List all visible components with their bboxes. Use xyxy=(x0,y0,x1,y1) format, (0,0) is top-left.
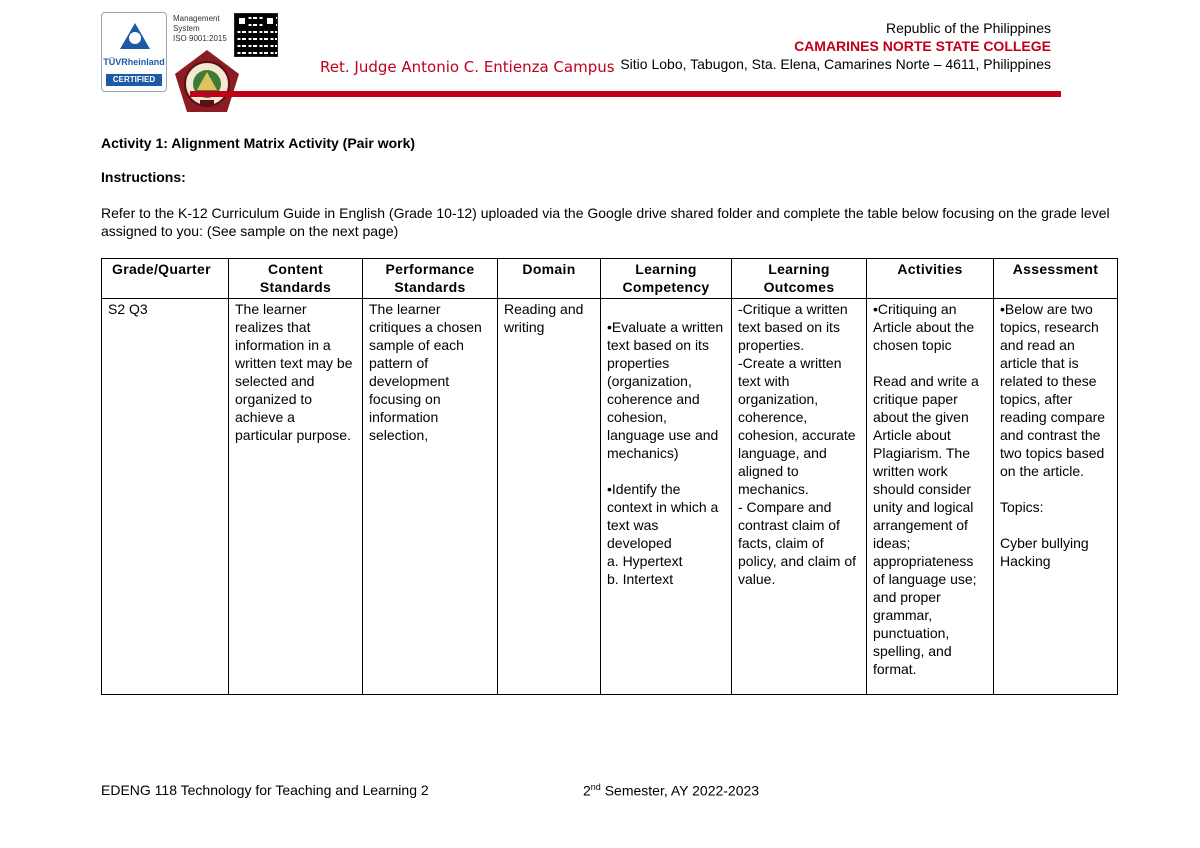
content-standards-cell: The learner realizes that information in a written text may be selected and organized to achieve a particular purpose. xyxy=(229,299,363,695)
column-header: Domain xyxy=(498,259,601,299)
instructions-label: Instructions: xyxy=(101,169,186,185)
table-header-row xyxy=(102,259,1118,299)
column-header: Content Standards xyxy=(229,259,363,299)
column-header: Learning Competency xyxy=(601,259,732,299)
management-system-label: Management System ISO 9001:2015 xyxy=(173,14,227,43)
column-header: Performance Standards xyxy=(363,259,498,299)
column-header: Assessment xyxy=(994,259,1118,299)
activities-cell: •Critiquing an Article about the chosen topic Read and write a critique paper about the given Article about Plagiarism. The written work should consider unity and logical arrangement of ideas; appropriateness of language use; and proper grammar, punctuation, spelling, and format. xyxy=(867,299,994,695)
tuv-triangle-icon xyxy=(120,23,150,49)
semester-number: 2 xyxy=(583,782,591,799)
college-address: Sitio Lobo, Tabugon, Sta. Elena, Camarines Norte – 4611, Philippines xyxy=(620,56,1051,72)
column-header: Learning Outcomes xyxy=(732,259,867,299)
campus-name: Ret. Judge Antonio C. Entienza Campus xyxy=(320,58,615,76)
semester-suffix: nd xyxy=(590,782,601,792)
header-divider xyxy=(190,91,1061,97)
column-header: Activities xyxy=(867,259,994,299)
footer-semester xyxy=(583,782,759,799)
alignment-matrix-table xyxy=(101,258,1118,695)
college-seal-logo xyxy=(173,48,241,116)
instructions-text: Refer to the K-12 Curriculum Guide in English (Grade 10-12) uploaded via the Google drive shared folder and complete the table below focusing on the grade level assigned to you: (See sample on the next page) xyxy=(101,205,1110,239)
learning-competency-cell: •Evaluate a written text based on its properties (organization, coherence and cohesion, language use and mechanics) •Identify the context in which a text was developed a. Hypertext b. Intertext xyxy=(601,299,732,695)
tuv-certification-logo xyxy=(101,12,167,92)
column-header: Grade/Quarter xyxy=(102,259,229,299)
assessment-cell: •Below are two topics, research and read an article that is related to these topics, after reading compare and contrast the two topics based on the article. Topics: Cyber bullying Hacking xyxy=(994,299,1118,695)
college-name: CAMARINES NORTE STATE COLLEGE xyxy=(794,38,1051,54)
activity-title: Activity 1: Alignment Matrix Activity (Pair work) xyxy=(101,135,416,151)
grade-quarter-cell: S2 Q3 xyxy=(102,299,229,695)
domain-cell: Reading and writing xyxy=(498,299,601,695)
certified-label: CERTIFIED xyxy=(106,74,162,86)
performance-standards-cell: The learner critiques a chosen sample of each pattern of development focusing on information selection, xyxy=(363,299,498,695)
republic-heading: Republic of the Philippines xyxy=(886,20,1051,36)
tuv-brand-text: TÜVRheinland xyxy=(103,57,165,67)
footer-course: EDENG 118 Technology for Teaching and Learning 2 xyxy=(101,782,429,798)
semester-text: Semester, AY 2022-2023 xyxy=(600,782,760,799)
learning-outcomes-cell: -Critique a written text based on its properties. -Create a written text with organization, coherence, cohesion, accurate language, and aligned to mechanics. - Compare and contrast claim of facts, claim of policy, and claim of value. xyxy=(732,299,867,695)
table-row xyxy=(102,299,1118,695)
